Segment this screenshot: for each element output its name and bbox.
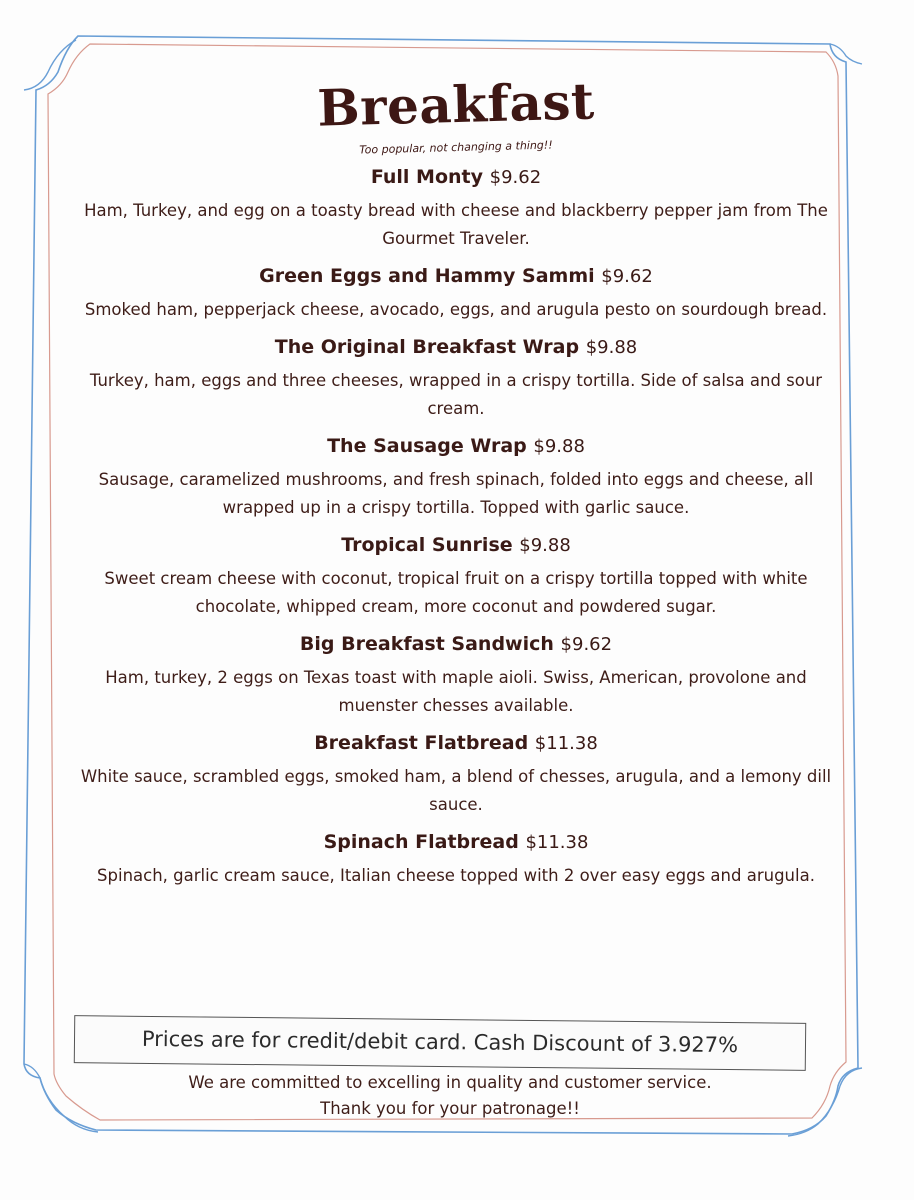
menu-item-price: $9.62 [601, 266, 653, 287]
menu-item-price: $11.38 [525, 832, 589, 853]
menu-item-name: Breakfast Flatbread [314, 732, 529, 754]
menu-item [60, 829, 852, 890]
menu-item-heading [60, 730, 852, 757]
menu-item-heading [60, 631, 852, 658]
page-subtitle: Too popular, not changing a thing!! [359, 138, 553, 157]
menu-item-name: Full Monty [370, 166, 483, 188]
menu-item-price: $9.62 [489, 167, 542, 188]
menu-item-description: Ham, turkey, 2 eggs on Texas toast with maple aioli. Swiss, American, provolone and muenster chesses available. [105, 668, 807, 715]
menu-item-heading [60, 334, 852, 361]
menu-item-price: $9.88 [519, 535, 571, 556]
menu-item [60, 164, 852, 253]
menu-item-heading [60, 263, 852, 290]
menu-item-heading [60, 532, 852, 559]
menu-item-name: The Sausage Wrap [327, 435, 527, 457]
cash-discount-notice: Prices are for credit/debit card. Cash Discount of 3.927% [74, 1015, 806, 1071]
menu-item-price: $9.88 [533, 436, 585, 457]
menu-item-description: Sausage, caramelized mushrooms, and fresh spinach, folded into eggs and cheese, all wrapped up in a crispy tortilla. Topped with garlic sauce. [98, 470, 814, 517]
menu-item-name: Big Breakfast Sandwich [299, 633, 554, 655]
corner-flourish-bottom-left [24, 1064, 98, 1132]
menu-item-price: $11.38 [534, 733, 598, 754]
menu-item [60, 433, 852, 522]
menu-item-name: Green Eggs and Hammy Sammi [259, 265, 595, 287]
menu-item-description: Smoked ham, pepperjack cheese, avocado, eggs, and arugula pesto on sourdough bread. [84, 300, 828, 319]
menu-item-heading [60, 433, 852, 460]
menu-item [60, 730, 852, 819]
menu-item-name: Spinach Flatbread [323, 831, 519, 853]
menu-item-price: $9.62 [560, 634, 613, 655]
menu-item [60, 631, 852, 720]
menu-item-name: The Original Breakfast Wrap [274, 336, 580, 358]
menu-item [60, 263, 852, 324]
footer-thanks: Thank you for your patronage!! [320, 1099, 580, 1118]
menu-content [60, 70, 852, 900]
menu-item [60, 532, 852, 621]
menu-item-heading [60, 829, 852, 856]
menu-item-price: $9.88 [585, 337, 638, 358]
footer-commitment: We are committed to excelling in quality and customer service. [188, 1073, 712, 1092]
menu-item-heading [60, 164, 852, 191]
page-title: Breakfast [316, 71, 596, 138]
menu-item-description: Spinach, garlic cream sauce, Italian cheese topped with 2 over easy eggs and arugula. [97, 866, 815, 885]
menu-item-description: Sweet cream cheese with coconut, tropical fruit on a crispy tortilla topped with white chocolate, whipped cream, more coconut and powdered sugar. [104, 569, 808, 616]
menu-item-description: White sauce, scrambled eggs, smoked ham, a blend of chesses, arugula, and a lemony dill sauce. [80, 767, 832, 814]
menu-item-description: Ham, Turkey, and egg on a toasty bread with cheese and blackberry pepper jam from The Gourmet Traveler. [84, 201, 828, 248]
menu-item-name: Tropical Sunrise [341, 534, 513, 556]
menu-item-description: Turkey, ham, eggs and three cheeses, wrapped in a crispy tortilla. Side of salsa and sour cream. [89, 371, 823, 418]
menu-item [60, 334, 852, 423]
